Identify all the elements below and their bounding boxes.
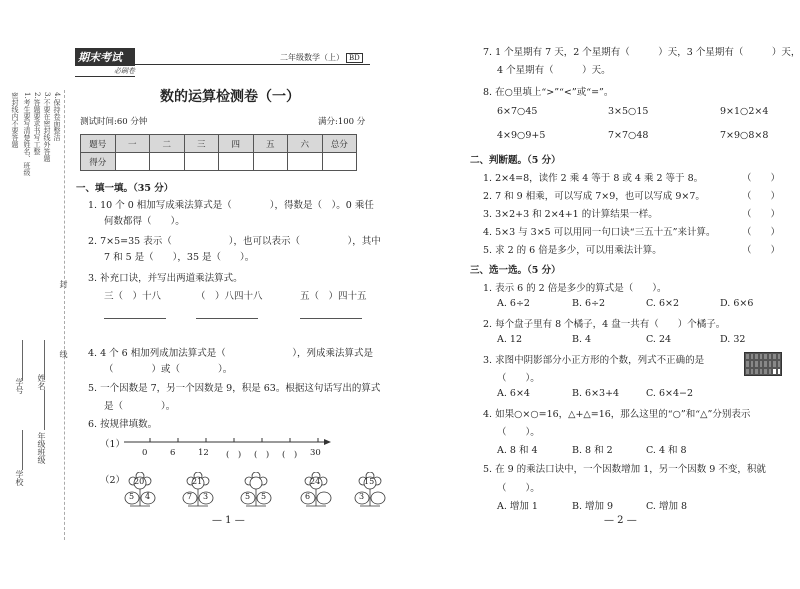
q7-line1: 7. 1 个星期有 7 天，2 个星期有（ ）天，3 个星期有（ ）天，	[483, 47, 800, 58]
choice-3-line1: 3. 求图中阴影部分小正方形的个数，列式不正确的是	[483, 355, 705, 366]
c2-opt-c[interactable]: C. 24	[646, 334, 672, 345]
score-header-cell: 四	[219, 135, 254, 153]
score-header-cell: 三	[184, 135, 219, 153]
field-id: 学号	[15, 378, 24, 394]
c5-opt-b[interactable]: B. 增加 9	[572, 501, 614, 512]
c1-opt-d[interactable]: D. 6×6	[720, 298, 754, 309]
c5-opt-a[interactable]: A. 增加 1	[497, 501, 538, 512]
flower-icon	[236, 472, 276, 520]
judge-paren-4[interactable]: （ ）	[742, 227, 781, 238]
score-cell[interactable]	[150, 153, 185, 171]
score-cell[interactable]	[184, 153, 219, 171]
number-line-label: 30	[310, 448, 321, 458]
q7-line2: 4 个星期有（ ）天。	[497, 65, 611, 76]
edition-badge: BD	[346, 53, 363, 63]
score-header-cell: 题号	[81, 135, 116, 153]
q6-part2-label: （2）	[100, 475, 126, 486]
score-table	[80, 134, 357, 171]
logo-top-text: 期末考试	[75, 48, 135, 66]
c2-opt-b[interactable]: B. 4	[572, 334, 592, 345]
c2-opt-a[interactable]: A. 12	[497, 334, 522, 345]
number-flower	[120, 472, 150, 520]
c1-opt-b[interactable]: B. 6÷2	[572, 298, 606, 309]
page1-number: — 1 —	[212, 515, 245, 526]
field-line-3	[22, 430, 23, 470]
page2-number: — 2 —	[604, 515, 637, 526]
grid-square	[777, 360, 782, 367]
flower-left-number: 3	[359, 492, 365, 501]
c1-opt-a[interactable]: A. 6÷2	[497, 298, 530, 309]
judge-paren-3[interactable]: （ ）	[742, 209, 781, 220]
flower-right-number: 5	[261, 492, 267, 501]
q5-line2: 是（ ）。	[104, 401, 176, 412]
number-flower	[350, 472, 380, 520]
score-header-cell: 总分	[322, 135, 357, 153]
exam-notes-3	[32, 92, 41, 252]
q3-answer-line-3[interactable]	[300, 318, 362, 319]
number-line-label[interactable]: ( )	[282, 450, 298, 460]
score-header-cell: 一	[115, 135, 150, 153]
score-cell[interactable]	[322, 153, 357, 171]
choice-1: 1. 表示 6 的 2 倍是多少的算式是（ ）。	[483, 283, 667, 294]
flower-top-number: 15	[364, 477, 375, 486]
choice-4-line1: 4. 如果○×○=16，△+△=16，那么这里的“○”和“△”分别表示	[483, 409, 751, 420]
score-cell[interactable]	[115, 153, 150, 171]
field-line-4	[44, 390, 45, 430]
field-line-1	[22, 340, 23, 380]
note-4: 4.保持卷面整洁	[53, 92, 61, 141]
field-class: 年级班级	[37, 432, 46, 464]
subject-label: 二年级数学（上）	[280, 53, 344, 62]
flower-right-number: 3	[203, 492, 209, 501]
shaded-squares-figure	[744, 352, 782, 376]
q8-text: 8. 在○里填上“>”“<”或“=”。	[483, 87, 614, 98]
score-cell[interactable]	[253, 153, 288, 171]
section3-title: 三、选一选。（5 分）	[470, 265, 561, 276]
q8-r1c2: 3×5○15	[608, 106, 649, 117]
number-line-label[interactable]: ( )	[254, 450, 270, 460]
seal-mark-xian: 线	[59, 350, 68, 358]
exam-notes-5	[52, 92, 61, 252]
subject-header	[280, 52, 363, 63]
flower-left-number: 5	[129, 492, 135, 501]
logo-bottom-text: 必刷卷	[75, 66, 135, 77]
c3-opt-b[interactable]: B. 6×3+4	[572, 388, 620, 399]
score-cell[interactable]	[219, 153, 254, 171]
field-line-2	[44, 340, 45, 380]
c1-opt-c[interactable]: C. 6×2	[646, 298, 680, 309]
field-school: 学校	[15, 470, 24, 486]
q1-line1: 1. 10 个 0 相加写成乘法算式是（ ），得数是（ ）。0 乘任	[88, 200, 374, 211]
full-score: 满分:100 分	[318, 117, 366, 127]
judge-3: 3. 3×2+3 和 2×4+1 的计算结果一样。	[483, 209, 658, 220]
judge-paren-1[interactable]: （ ）	[742, 173, 781, 184]
judge-5: 5. 求 2 的 6 倍是多少，可以用乘法计算。	[483, 245, 662, 256]
q6-text: 6. 按规律填数。	[88, 419, 158, 430]
score-header-cell: 二	[150, 135, 185, 153]
number-flower	[178, 472, 208, 520]
judge-2: 2. 7 和 9 相乘，可以写成 7×9，也可以写成 9×7。	[483, 191, 705, 202]
q1-line2: 何数都得（ ）。	[104, 216, 185, 227]
flower-top-number: 21	[192, 477, 203, 486]
note-2: 2.答题要求书写工整	[33, 92, 41, 155]
page-title: 数的运算检测卷（一）	[160, 89, 300, 105]
judge-4: 4. 5×3 与 3×5 可以用同一句口诀“三五十五”来计算。	[483, 227, 716, 238]
score-table-header-row	[81, 135, 357, 153]
number-line-label[interactable]: ( )	[226, 450, 242, 460]
q5-line1: 5. 一个因数是 7，另一个因数是 9，积是 63。根据这句话写出的算式	[88, 383, 381, 394]
exam-notes-2	[22, 92, 31, 252]
c5-opt-c[interactable]: C. 增加 8	[646, 501, 688, 512]
q8-r2c1: 4×9○9+5	[497, 130, 546, 141]
choice-2: 2. 每个盘子里有 8 个橘子，4 盘一共有（ ）个橘子。	[483, 319, 726, 330]
grid-square	[777, 353, 782, 360]
choice-3-line2: （ ）。	[497, 373, 540, 384]
q8-r1c1: 6×7○45	[497, 106, 538, 117]
c4-opt-b[interactable]: B. 8 和 2	[572, 445, 613, 456]
judge-1: 1. 2×4=8，读作 2 乘 4 等于 8 或 4 乘 2 等于 8。	[483, 173, 704, 184]
q2-line2: 7 和 5 是（ ），35 是（ ）。	[104, 252, 255, 263]
flower-right-number: 4	[145, 492, 151, 501]
seal-line	[64, 90, 65, 540]
score-header-cell: 五	[253, 135, 288, 153]
q3-item-1: 三（ ）十八	[104, 291, 162, 302]
choice-5-line1: 5. 在 9 的乘法口诀中，一个因数增加 1，另一个因数 9 不变，积就	[483, 464, 766, 475]
score-header-cell: 六	[288, 135, 323, 153]
seal-mark-feng: 封	[59, 280, 68, 288]
q8-r1c3: 9×1○2×4	[720, 106, 769, 117]
judge-paren-2[interactable]: （ ）	[742, 191, 781, 202]
c4-opt-a[interactable]: A. 8 和 4	[497, 445, 538, 456]
flower-left-number: 6	[305, 492, 311, 501]
field-name: 姓名	[37, 374, 46, 390]
number-flower	[236, 472, 266, 520]
score-cell[interactable]	[288, 153, 323, 171]
score-table-score-row	[81, 153, 357, 171]
q3-item-2: （ ）八四十八	[196, 291, 263, 302]
q8-r2c3: 7×9○8×8	[720, 130, 769, 141]
judge-paren-5[interactable]: （ ）	[742, 245, 781, 256]
q3-answer-line-2[interactable]	[196, 318, 258, 319]
c3-opt-a[interactable]: A. 6×4	[497, 388, 530, 399]
section1-title: 一、填一填。（35 分）	[76, 183, 174, 194]
q6-part1-label: （1）	[100, 439, 126, 450]
choice-4-line2: （ ）。	[497, 427, 540, 438]
flower-left-number: 7	[187, 492, 193, 501]
c4-opt-c[interactable]: C. 4 和 8	[646, 445, 687, 456]
q4-line2: （ ）或（ ）。	[104, 364, 233, 375]
number-line-label: 6	[170, 448, 176, 458]
section2-title: 二、判断题。（5 分）	[470, 155, 561, 166]
choice-5-line2: （ ）。	[497, 483, 540, 494]
q4-line1: 4. 4 个 6 相加列成加法算式是（ ），列成乘法算式是	[88, 348, 373, 359]
header-rule	[75, 64, 370, 65]
flower-top-number: 24	[310, 477, 321, 486]
q3-text: 3. 补充口诀，并写出两道乘法算式。	[88, 273, 243, 284]
note-1: 1.考生要写清楚姓名、班级	[23, 92, 31, 176]
note-3: 3.不要在密封线外答题	[43, 92, 51, 162]
c2-opt-d[interactable]: D. 32	[720, 334, 746, 345]
test-time: 测试时间:60 分钟	[80, 117, 148, 127]
q3-answer-line-1[interactable]	[104, 318, 166, 319]
score-row-label: 得分	[81, 153, 116, 171]
c3-opt-c[interactable]: C. 6×4−2	[646, 388, 694, 399]
number-line-label: 12	[198, 448, 209, 458]
flower-top-number: 20	[134, 477, 145, 486]
exam-notes-4	[42, 92, 51, 252]
grid-square	[777, 368, 782, 375]
q3-item-3: 五（ ）四十五	[300, 291, 367, 302]
number-flower	[296, 472, 326, 520]
q8-r2c2: 7×7○48	[608, 130, 649, 141]
number-line-label: 0	[142, 448, 148, 458]
q2-line1: 2. 7×5=35 表示（ ），也可以表示（ ），其中	[88, 236, 381, 247]
exam-notes	[10, 92, 19, 252]
note-0: 密封线内不要答题	[11, 92, 19, 148]
flower-left-number: 5	[245, 492, 251, 501]
